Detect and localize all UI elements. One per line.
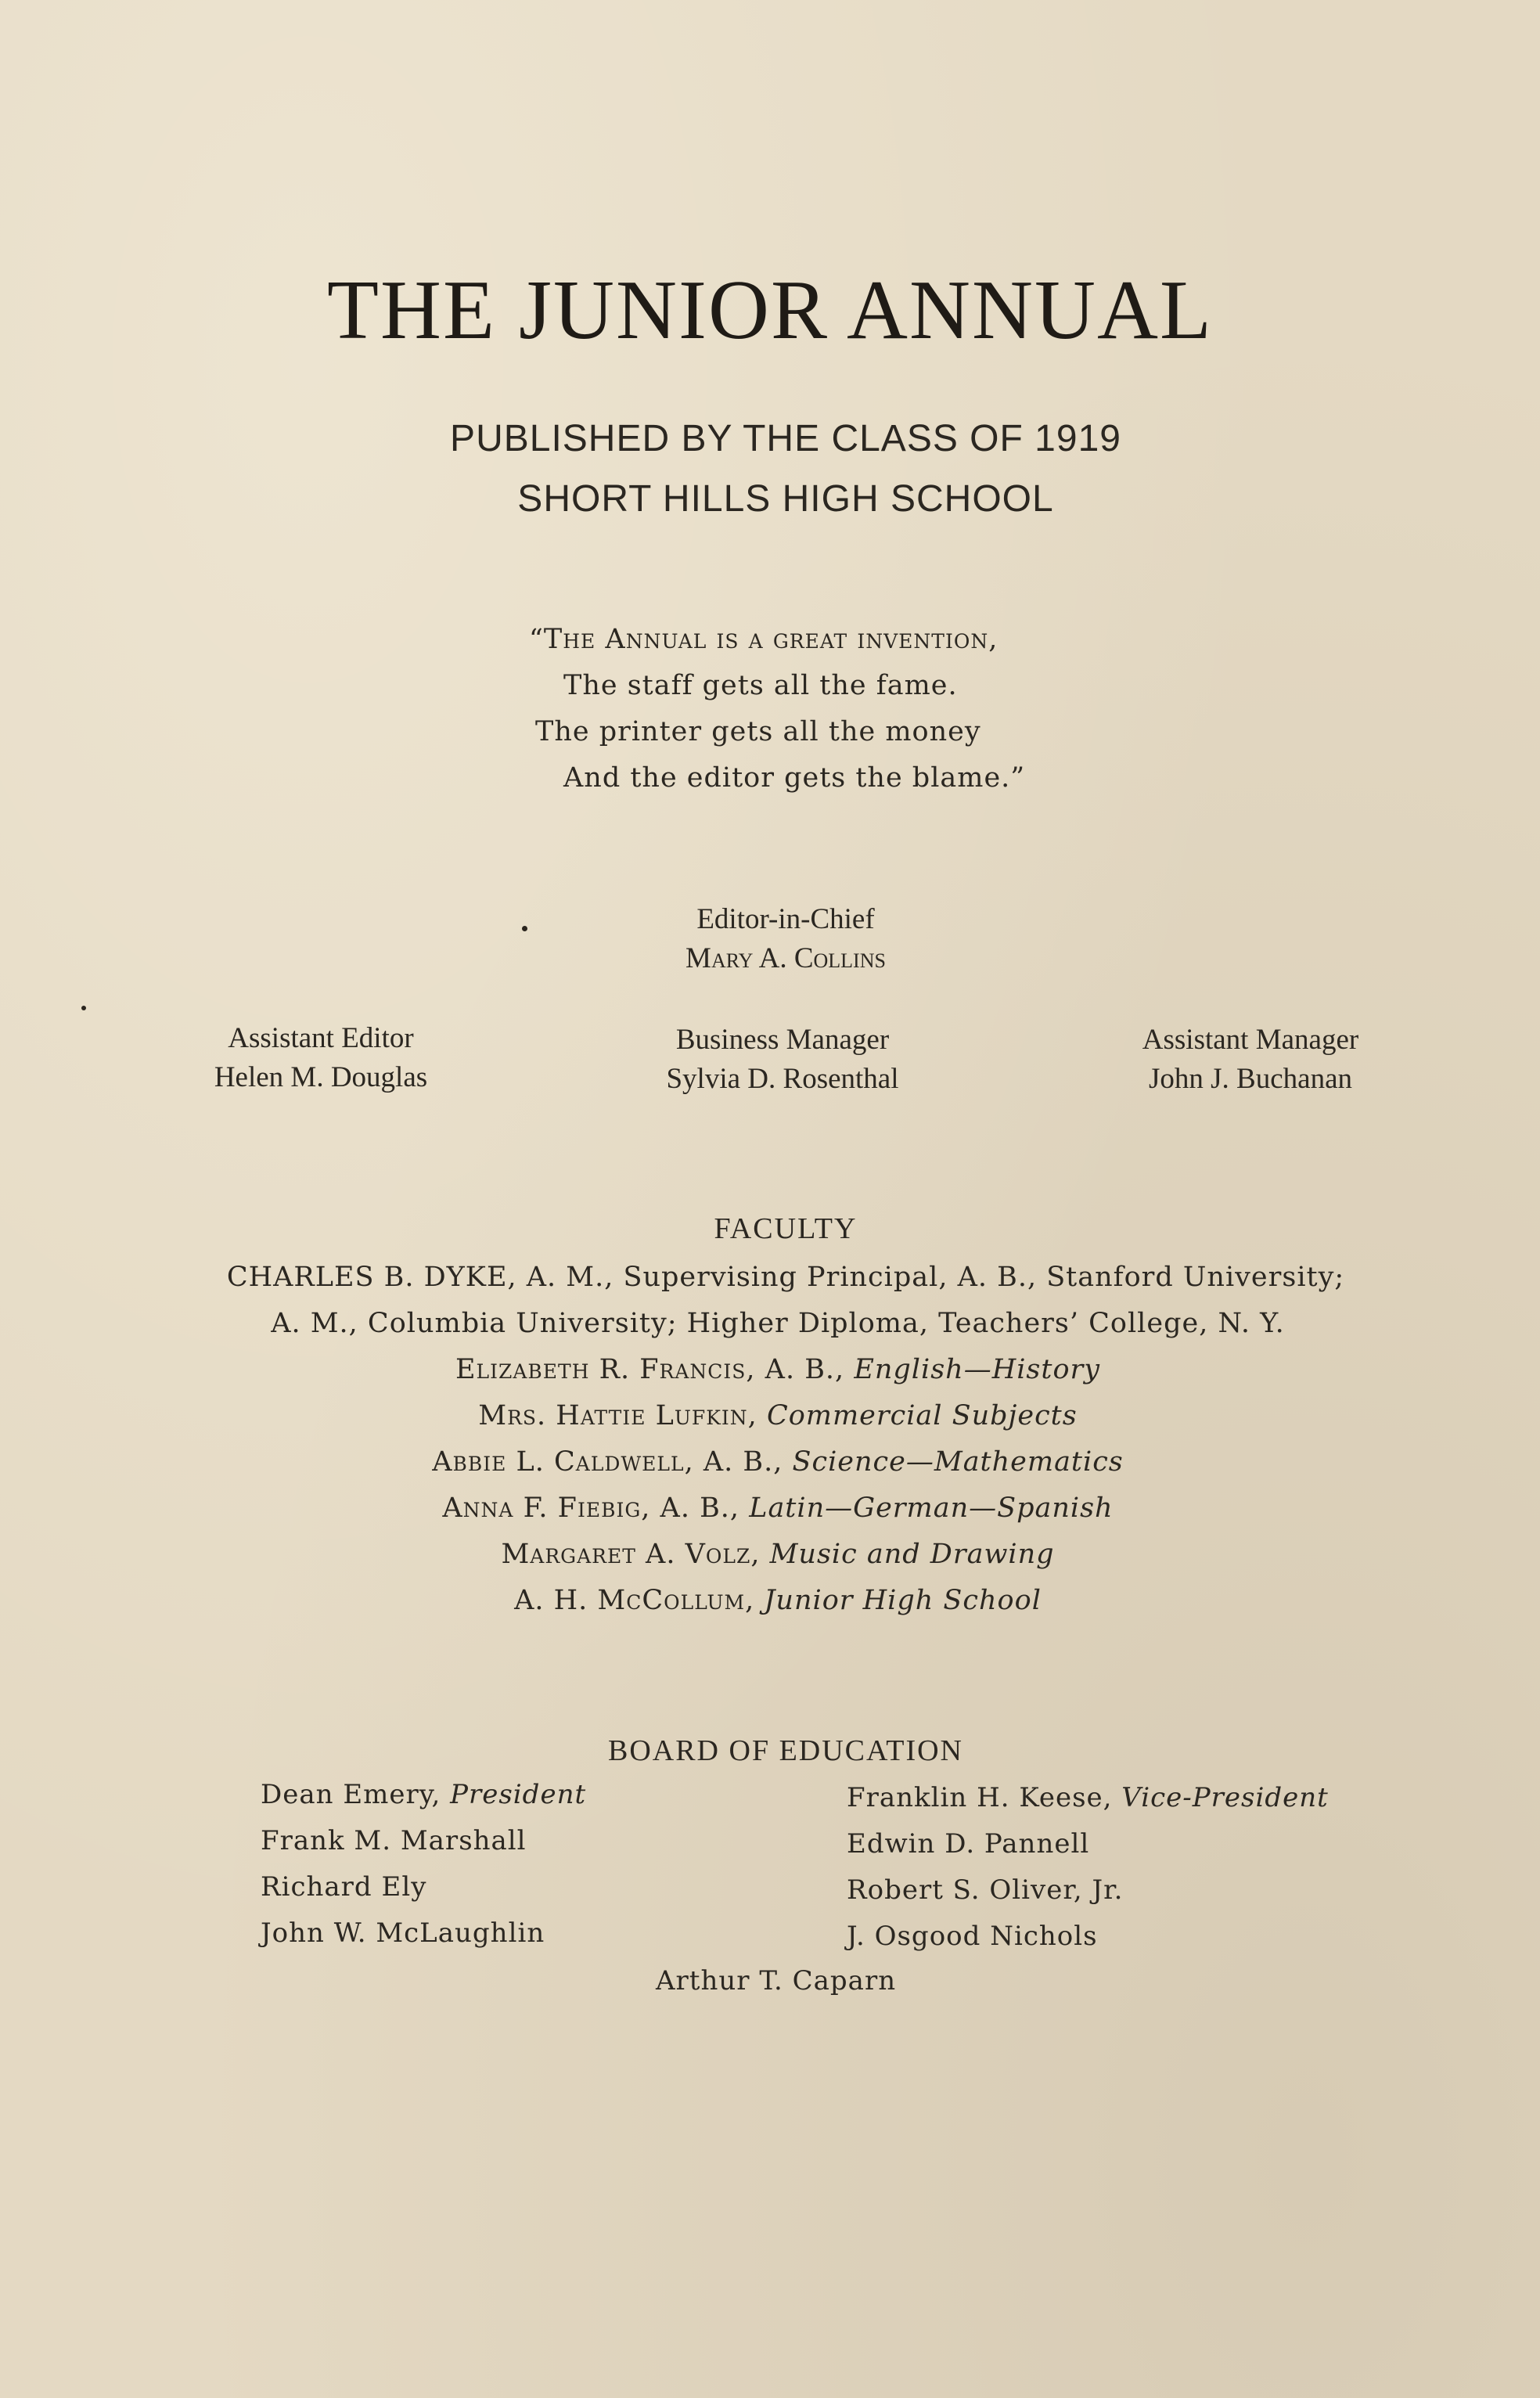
faculty-heading: FACULTY: [714, 1212, 858, 1245]
board-member: Robert S. Oliver, Jr.: [847, 1874, 1124, 1906]
assistant-editor: [157, 1019, 485, 1097]
board-member: [847, 1782, 1329, 1813]
assistant-manager-role: Assistant Manager: [1142, 1024, 1359, 1056]
faculty-member-subject: Commercial Subjects: [766, 1400, 1078, 1431]
publisher-line: PUBLISHED BY THE CLASS OF 1919: [450, 418, 1121, 459]
assistant-editor-name: Helen M. Douglas: [214, 1061, 428, 1093]
faculty-member: [8, 1492, 1540, 1524]
faculty-member: [8, 1354, 1540, 1385]
principal-line-2: A. M., Columbia University; Higher Diploma, Teachers’ College, N. Y.: [271, 1308, 1285, 1339]
faculty-member-name: Abbie L. Caldwell, A. B.,: [432, 1446, 783, 1478]
faculty-member-name: A. H. McCollum,: [514, 1585, 755, 1616]
faculty-member: [8, 1400, 1540, 1431]
board-heading: BOARD OF EDUCATION: [607, 1734, 964, 1767]
document-title: THE JUNIOR ANNUAL: [327, 264, 1213, 357]
board-member: Edwin D. Pannell: [847, 1828, 1090, 1860]
faculty-member-subject: Music and Drawing: [769, 1539, 1055, 1570]
board-member: John W. McLaughlin: [261, 1917, 545, 1949]
faculty-member-name: Elizabeth R. Francis, A. B.,: [455, 1354, 845, 1385]
board-member-name: Franklin H. Keese,: [847, 1782, 1113, 1813]
faculty-member-name: Mrs. Hattie Lufkin,: [478, 1400, 757, 1431]
assistant-manager: [1086, 1021, 1415, 1099]
editor-role: Editor-in-Chief: [696, 903, 875, 935]
board-member: Frank M. Marshall: [261, 1825, 527, 1856]
board-member: [261, 1779, 586, 1810]
board-member-name: Dean Emery,: [261, 1779, 441, 1810]
business-manager-role: Business Manager: [675, 1024, 890, 1056]
faculty-member-subject: Junior High School: [764, 1585, 1042, 1616]
board-member: Arthur T. Caparn: [656, 1965, 897, 1997]
editor-in-chief: [613, 900, 958, 978]
ink-speck: [522, 926, 527, 931]
board-member-title: Vice-President: [1121, 1782, 1329, 1813]
faculty-member-name: Margaret A. Volz,: [501, 1539, 761, 1570]
board-member: Richard Ely: [261, 1871, 427, 1903]
assistant-manager-name: John J. Buchanan: [1149, 1063, 1352, 1095]
business-manager: [610, 1021, 955, 1099]
faculty-member-subject: Science—Mathematics: [792, 1446, 1124, 1478]
board-member-title: President: [450, 1779, 587, 1810]
faculty-member: [8, 1539, 1540, 1570]
faculty-member-subject: English—History: [854, 1354, 1101, 1385]
board-member: J. Osgood Nichols: [847, 1921, 1098, 1952]
faculty-member: [8, 1446, 1540, 1478]
poem-line-4: And the editor gets the blame.”: [563, 762, 1026, 794]
assistant-editor-role: Assistant Editor: [228, 1022, 414, 1054]
faculty-member-subject: Latin—German—Spanish: [749, 1492, 1114, 1524]
principal-line-1: CHARLES B. DYKE, A. M., Supervising Principal, A. B., Stanford University;: [226, 1262, 1345, 1293]
faculty-member-name: Anna F. Fiebig, A. B.,: [442, 1492, 740, 1524]
school-line: SHORT HILLS HIGH SCHOOL: [517, 478, 1054, 520]
editor-name: Mary A. Collins: [685, 942, 886, 974]
faculty-member: [8, 1585, 1540, 1616]
poem-line-3: The printer gets all the money: [535, 716, 981, 747]
ink-speck: [81, 1006, 86, 1010]
poem-line-2: The staff gets all the fame.: [563, 670, 958, 701]
poem-line-1: “The Annual is a great invention,: [529, 624, 998, 655]
business-manager-name: Sylvia D. Rosenthal: [666, 1063, 899, 1095]
